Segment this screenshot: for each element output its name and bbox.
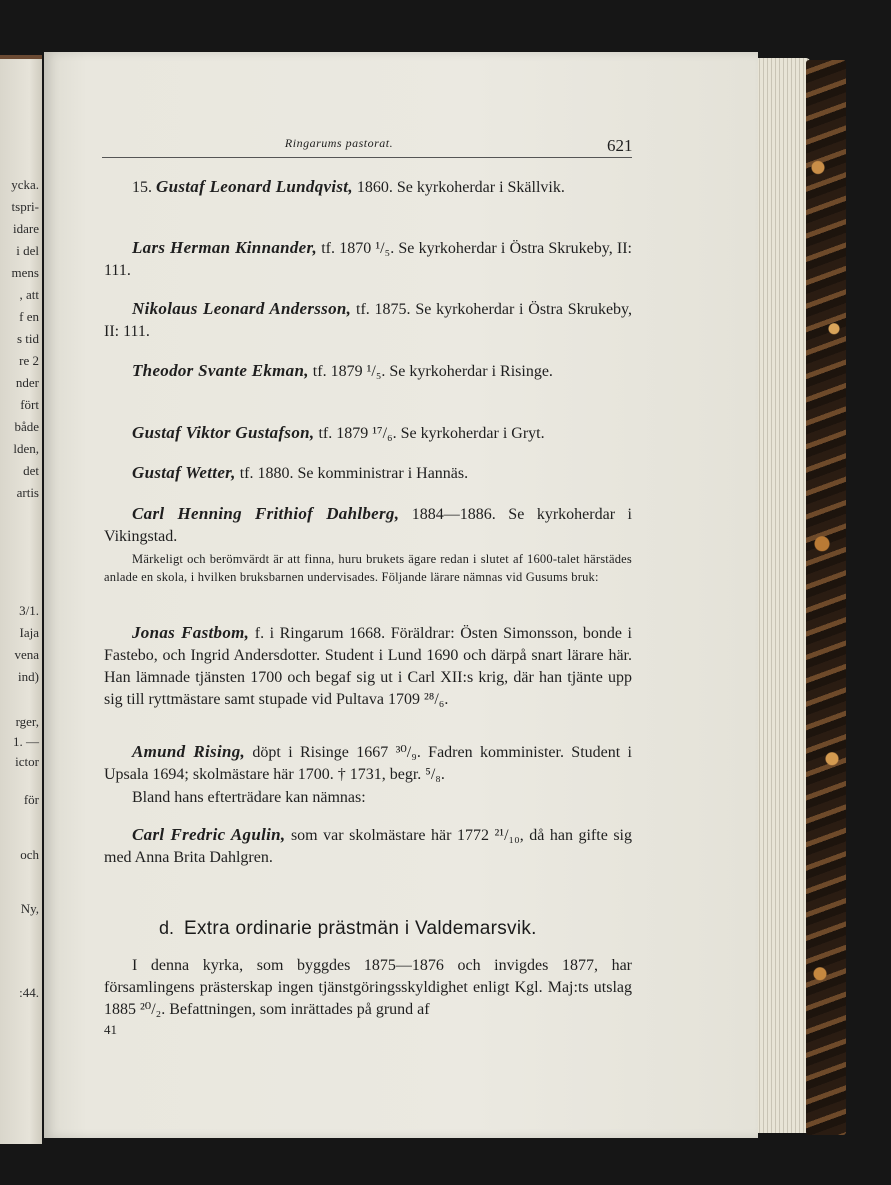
teacher-text: döpt i Risinge 1667 ³⁰/₉. Fadren komminister. Student i Upsala 1694; skolmästare här 1700. † 1731, begr. ⁵/₈. bbox=[104, 744, 632, 783]
entry bbox=[104, 422, 632, 445]
entry-prefix: 15. bbox=[132, 179, 156, 196]
left-fragment: 3/1. bbox=[19, 603, 39, 618]
entry bbox=[104, 503, 632, 548]
entry-text: 1860. Se kyrkoherdar i Skällvik. bbox=[352, 179, 565, 196]
entry bbox=[104, 462, 632, 485]
left-fragment: f en bbox=[19, 309, 39, 324]
note-paragraph: Märkeligt och berömvärdt är att finna, huru brukets ägare redan i slutet af 1600-talet härstädes anlade en skola, i hvilken bruksbarnen undervisades. Följande lärare nämnas vid Gusums bruk: bbox=[104, 552, 632, 584]
entry bbox=[104, 176, 632, 199]
entry bbox=[104, 298, 632, 343]
left-fragment: vena bbox=[14, 647, 39, 662]
teacher-entry bbox=[104, 622, 632, 711]
left-fragment: ictor bbox=[15, 754, 39, 769]
left-fragment: rger, bbox=[15, 714, 39, 729]
entry-text: tf. 1879 ¹⁷/₆. Se kyrkoherdar i Gryt. bbox=[314, 425, 545, 442]
entry bbox=[104, 237, 632, 282]
section-title: Extra ordinarie prästmän i Valdemarsvik. bbox=[184, 918, 537, 939]
left-fragment: idare bbox=[13, 221, 39, 236]
left-fragment: både bbox=[14, 419, 39, 434]
entry-name: Gustaf Wetter, bbox=[132, 463, 236, 482]
left-fragment: för bbox=[23, 792, 39, 807]
entry-name: Carl Henning Frithiof Dahlberg, bbox=[132, 504, 400, 523]
teacher-entry bbox=[104, 741, 632, 786]
left-fragment: Ny, bbox=[20, 901, 39, 916]
left-fragment: 1. — bbox=[13, 734, 39, 749]
left-fragment: mens bbox=[11, 265, 39, 280]
signature-mark: 41 bbox=[104, 1022, 117, 1037]
header-rule bbox=[102, 157, 632, 158]
section-paragraph: I denna kyrka, som byggdes 1875—1876 och invigdes 1877, har församlingens prästerskap ingen tjänstgöringsskyldighet enligt Kgl. Maj:ts utslag 1885 ²⁰/₂. Befattningen, som inrättades på grund af bbox=[104, 957, 632, 1018]
teacher-text: f. i Ringarum 1668. Föräldrar: Östen Simonsson, bonde i Fastebo, och Ingrid Andersdotter. Student i Lund 1690 och därpå snart lärare här. Han lämnade tjänsten 1700 och begaf sig ut i Carl XII:s krig, där han tjänte upp sig till ryttmästare samt stupade vid Pultava 1709 ²⁸/₆. bbox=[104, 625, 632, 708]
previous-page-edge bbox=[0, 55, 42, 1144]
entry-text: tf. 1875. Se kyrkoherdar i Östra Skrukeby, II: 111. bbox=[104, 301, 633, 340]
teacher-text: som var skolmästare här 1772 ²¹/₁₀, då han gifte sig med Anna Brita Dahlgren. bbox=[104, 827, 632, 866]
entry-name: Gustaf Viktor Gustafson, bbox=[132, 423, 315, 442]
left-fragment: Iaja bbox=[19, 625, 39, 640]
left-fragment: ycka. bbox=[11, 177, 39, 192]
entry bbox=[104, 360, 632, 383]
section-heading bbox=[159, 918, 537, 940]
left-fragment: i del bbox=[16, 243, 39, 258]
entry-text: tf. 1870 ¹/₅. Se kyrkoherdar i Östra Skrukeby, II: 111. bbox=[104, 240, 632, 279]
teacher-name: Amund Rising, bbox=[132, 742, 246, 761]
successors-line: Bland hans efterträdare kan nämnas: bbox=[132, 789, 366, 806]
book-page bbox=[44, 52, 758, 1138]
left-fragment: lden, bbox=[13, 441, 39, 456]
marbled-cover bbox=[806, 60, 846, 1135]
left-fragment: artis bbox=[16, 485, 39, 500]
teacher-name: Carl Fredric Agulin, bbox=[132, 825, 286, 844]
left-fragment: nder bbox=[15, 375, 39, 390]
entry-text: tf. 1879 ¹/₅. Se kyrkoherdar i Risinge. bbox=[308, 363, 553, 380]
left-fragment: och bbox=[20, 847, 39, 862]
left-fragment: :44. bbox=[19, 985, 39, 1000]
entry-text: 1884—1886. Se kyrkoherdar i Vikingstad. bbox=[104, 506, 632, 545]
teacher-name: Jonas Fastbom, bbox=[132, 623, 250, 642]
left-fragment: fört bbox=[20, 397, 39, 412]
entry-name: Nikolaus Leonard Andersson, bbox=[132, 299, 352, 318]
left-fragment: ind) bbox=[18, 669, 39, 684]
entry-name: Gustaf Leonard Lundqvist, bbox=[156, 177, 353, 196]
left-fragment: , att bbox=[19, 287, 39, 302]
teacher-entry bbox=[104, 824, 632, 869]
page-block-edge bbox=[752, 58, 810, 1133]
section-label: d. bbox=[159, 918, 175, 938]
left-fragment: s tid bbox=[16, 331, 39, 346]
left-fragment: re 2 bbox=[19, 353, 39, 368]
left-fragment: tspri- bbox=[11, 199, 39, 214]
entry-name: Theodor Svante Ekman, bbox=[132, 361, 309, 380]
entry-text: tf. 1880. Se komministrar i Hannäs. bbox=[235, 465, 469, 482]
running-head: Ringarums pastorat. bbox=[284, 136, 394, 150]
left-fragment: det bbox=[23, 463, 39, 478]
page-number: 621 bbox=[607, 136, 633, 155]
entry-name: Lars Herman Kinnander, bbox=[132, 238, 318, 257]
